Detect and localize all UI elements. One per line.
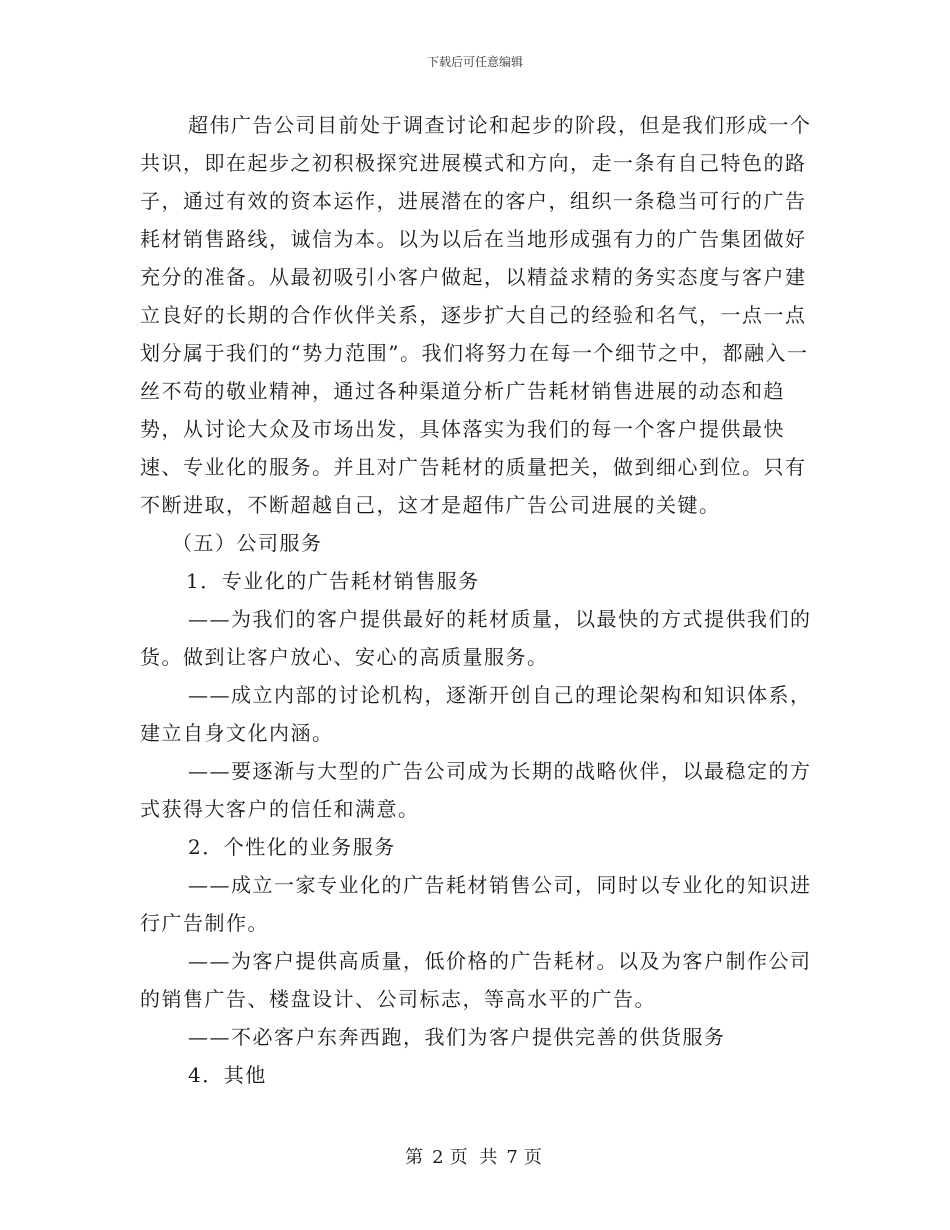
list-item: ——成立内部的讨论机构，逐渐开创自己的理论架构和知识体系，建立自身文化内涵。 [140, 683, 812, 745]
footer-middle: 页 共 [449, 1147, 501, 1168]
intro-paragraph: 超伟广告公司目前处于调查讨论和起步的阶段，但是我们形成一个共识，即在起步之初积极探究进展模式和方向，走一条有自己特色的路子，通过有效的资本运作，进展潜在的客户，组织一条稳当可行的广告耗材销售路线，诚信为本。以为以后在当地形成强有力的广告集团做好充分的准备。从最初吸引小客户做起，以精益求精的务实态度与客户建立良好的长期的合作伙伴关系，逐步扩大自己的经验和名气，一点一点划分属于我们的“势力范围”。我们将努力在每一个细节之中，都融入一丝不苟的敬业精神，通过各种渠道分析广告耗材销售进展的动态和趋势，从讨论大众及市场出发，具体落实为我们的每一个客户提供最快速、专业化的服务。并且对广告耗材的质量把关，做到细心到位。只有不断进取，不断超越自己，这才是超伟广告公司进展的关键。 [140, 113, 812, 517]
footer-page-number: 2 [432, 1147, 444, 1168]
list-item: ——成立一家专业化的广告耗材销售公司，同时以专业化的知识进行广告制作。 [140, 873, 812, 935]
list-item: ——为客户提供高质量，低价格的广告耗材。以及为客户制作公司的销售广告、楼盘设计、公司标志，等高水平的广告。 [140, 949, 812, 1011]
page-footer [0, 1146, 950, 1170]
subheading-personalized-service: 2．个性化的业务服务 [188, 835, 396, 859]
footer-suffix: 页 [523, 1147, 545, 1168]
document-body [140, 106, 812, 1094]
section-heading-company-services: （五）公司服务 [172, 531, 323, 555]
list-item: ——要逐渐与大型的广告公司成为长期的战略伙伴，以最稳定的方式获得大客户的信任和满意。 [140, 759, 812, 821]
footer-total-pages: 7 [506, 1147, 518, 1168]
subheading-professional-sales: 1．专业化的广告耗材销售服务 [186, 569, 480, 593]
list-item: ——不必客户东奔西跑，我们为客户提供完善的供货服务 [188, 1025, 726, 1049]
page-header: 下载后可任意编辑 [426, 55, 523, 69]
subheading-other: 4．其他 [188, 1063, 267, 1087]
footer-prefix: 第 [405, 1147, 427, 1168]
list-item: ——为我们的客户提供最好的耗材质量，以最快的方式提供我们的货。做到让客户放心、安心的高质量服务。 [140, 607, 812, 669]
